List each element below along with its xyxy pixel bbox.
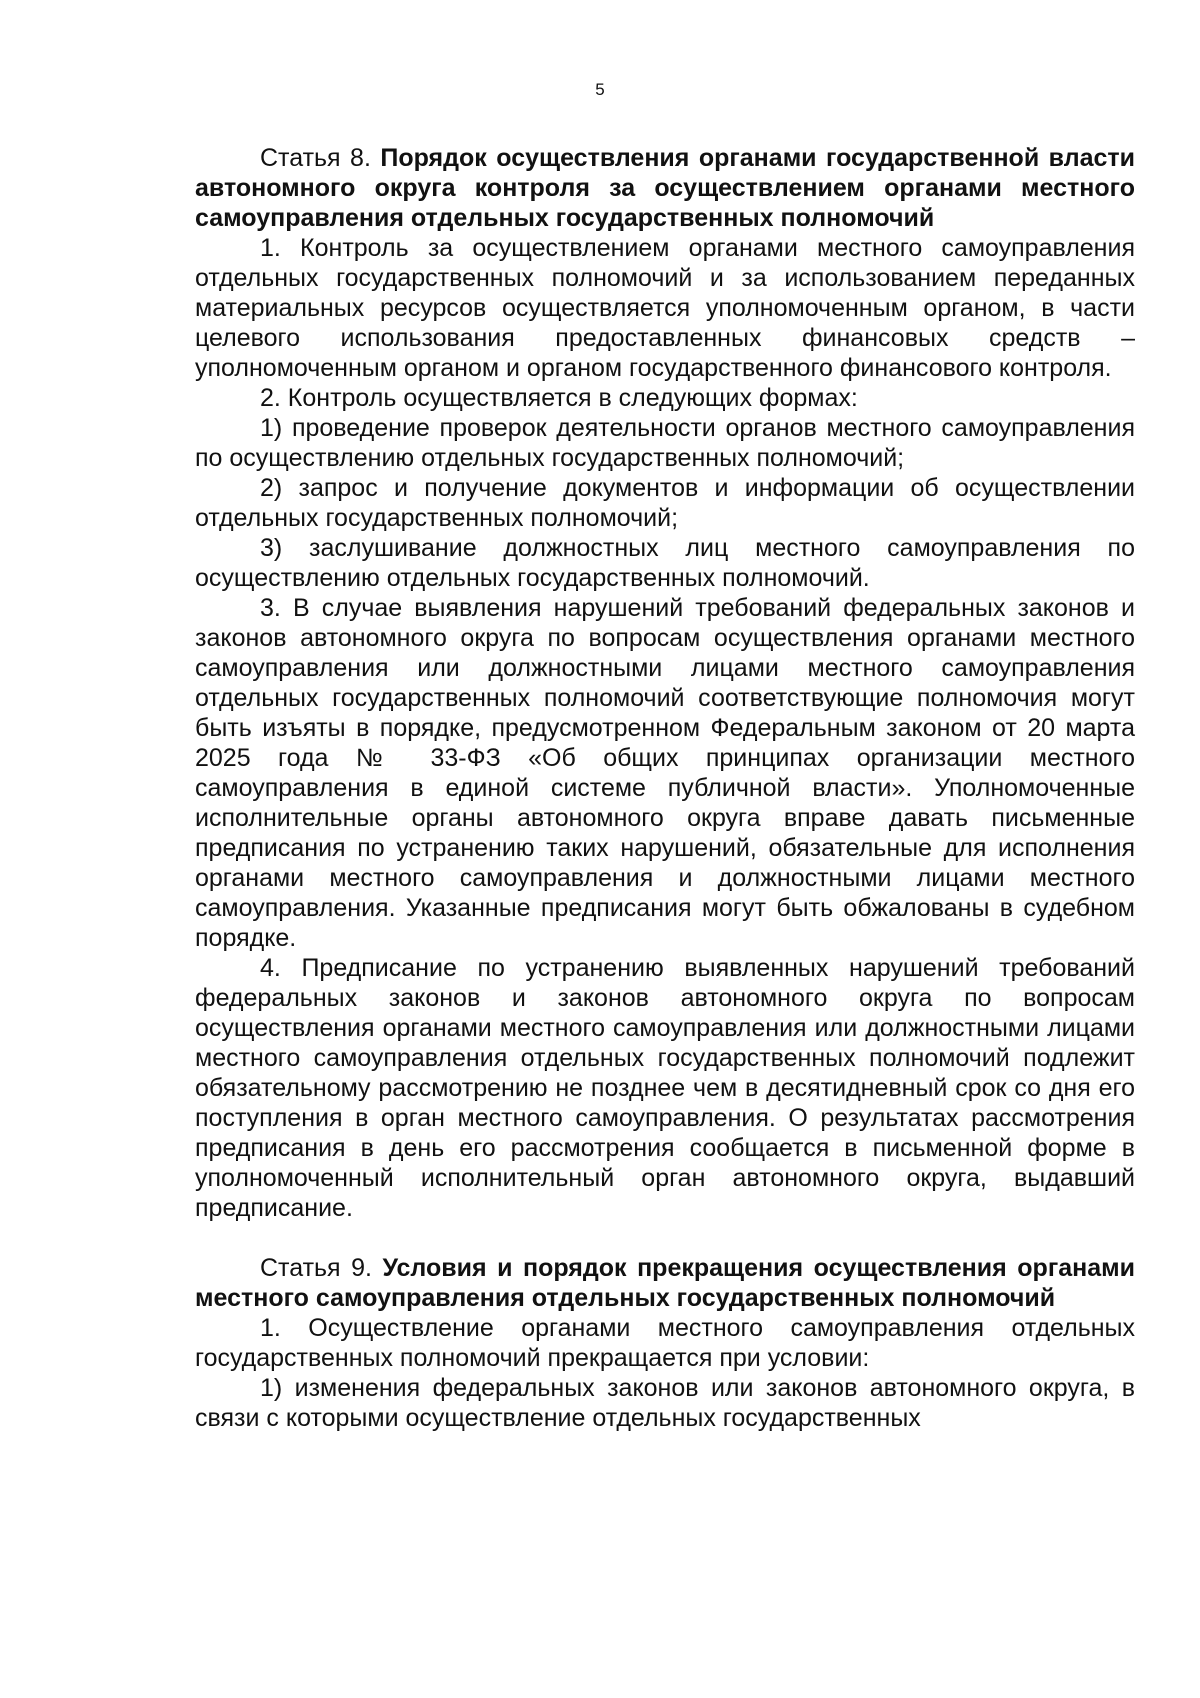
article-9-paragraph: 1. Осуществление органами местного самоуправления отдельных государственных полномочий прекращается при условии: — [195, 1314, 1135, 1372]
article-8-paragraph: 3. В случае выявления нарушений требований федеральных законов и законов автономного округа по вопросам осуществления органами местного самоуправления или должностными лицами местного самоуправления отдельных государственных полномочий соответствующие полномочия могут быть изъяты в порядке, предусмотренном Федеральным законом от 20 марта 2025 года № 33-ФЗ «Об общих принципах организации местного самоуправления в единой системе публичной власти». Уполномоченные исполнительные органы автономного округа вправе давать письменные предписания по устранению таких нарушений, обязательные для исполнения органами местного самоуправления и должностными лицами местного самоуправления. Указанные предписания могут быть обжалованы в судебном порядке. — [195, 594, 1135, 952]
article-8-paragraph: 2. Контроль осуществляется в следующих формах: — [260, 384, 858, 412]
article-8-paragraph: 1) проведение проверок деятельности органов местного самоуправления по осуществлению отдельных государственных полномочий; — [195, 414, 1135, 472]
article-9-heading — [195, 1253, 1135, 1313]
article-spacer — [195, 1223, 1135, 1253]
article-8-heading — [195, 143, 1135, 233]
article-8-label: Статья 8. — [260, 144, 371, 172]
article-8-paragraph: 2) запрос и получение документов и информации об осуществлении отдельных государственных полномочий; — [195, 474, 1135, 532]
article-9-title: Условия и порядок прекращения осуществления органами местного самоуправления отдельных государственных полномочий — [195, 1254, 1136, 1312]
article-8-paragraph: 4. Предписание по устранению выявленных нарушений требований федеральных законов и законов автономного округа по вопросам осуществления органами местного самоуправления или должностными лицами местного самоуправления отдельных государственных полномочий подлежит обязательному рассмотрению не позднее чем в десятидневный срок со дня его поступления в орган местного самоуправления. О результатах рассмотрения предписания в день его рассмотрения сообщается в письменной форме в уполномоченный исполнительный орган автономного округа, выдавший предписание. — [195, 954, 1135, 1222]
article-8 — [195, 143, 1135, 1223]
article-8-title: Порядок осуществления органами государственной власти автономного округа контроля за осуществлением органами местного самоуправления отдельных государственных полномочий — [195, 144, 1135, 232]
article-8-paragraph: 3) заслушивание должностных лиц местного самоуправления по осуществлению отдельных государственных полномочий. — [195, 534, 1135, 592]
article-9-paragraph: 1) изменения федеральных законов или законов автономного округа, в связи с которыми осуществление отдельных государственных — [195, 1374, 1135, 1432]
article-9-label: Статья 9. — [260, 1254, 372, 1282]
article-8-paragraph: 1. Контроль за осуществлением органами местного самоуправления отдельных государственных полномочий и за использованием переданных материальных ресурсов осуществляется уполномоченным органом, в части целевого использования предоставленных финансовых средств – уполномоченным органом и органом государственного финансового контроля. — [195, 234, 1135, 382]
article-9 — [195, 1253, 1135, 1433]
page-number: 5 — [595, 80, 605, 99]
document-body — [195, 143, 1135, 1433]
